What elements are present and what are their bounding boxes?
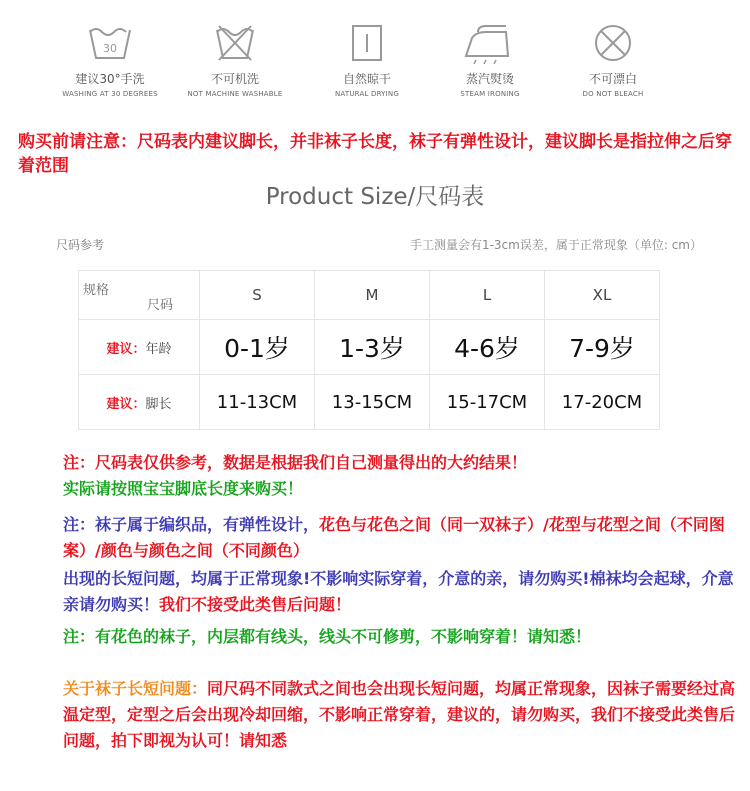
table-cell: 0-1岁 (200, 320, 315, 375)
care-item-no-bleach (548, 22, 678, 98)
table-cell: 1-3岁 (315, 320, 430, 375)
care-item-steam-iron (425, 22, 555, 98)
size-table (78, 270, 660, 430)
table-cell: 13-15CM (315, 375, 430, 430)
note-length-issue: 出现的长短问题，均属于正常现象!不影响实际穿着，介意的亲，请勿购买!棉袜均会起球，介意亲请勿购买！我们不接受此类售后问题！ (63, 569, 734, 614)
table-corner (79, 271, 200, 320)
care-label-en: WASHING AT 30 DEGREES (62, 90, 158, 98)
table-row-age (79, 320, 660, 375)
table-row-foot-length (79, 375, 660, 430)
row-label-age: 建议：年龄 (79, 320, 200, 375)
note-elastic: 注：袜子属于编织品，有弹性设计，花色与花色之间（同一双袜子）/花型与花型之间（不同图案）/颜色与颜色之间（不同颜色） (63, 515, 725, 560)
care-label-cn: 不可漂白 (588, 72, 637, 86)
care-label-en: NOT MACHINE WASHABLE (187, 90, 283, 98)
natural-dry-icon (343, 22, 391, 64)
note-threads: 注：有花色的袜子，内层都有线头，线头不可修剪，不影响穿着！请知悉！ (63, 627, 592, 646)
size-header-xl: XL (545, 271, 660, 320)
note-measure-foot: 实际请按照宝宝脚底长度来购买！ (63, 479, 304, 498)
table-cell: 11-13CM (200, 375, 315, 430)
table-header-row (79, 271, 660, 320)
care-label-cn: 蒸汽熨烫 (465, 72, 514, 86)
purchase-notice: 购买前请注意：尺码表内建议脚长，并非袜子长度，袜子有弹性设计，建议脚长是指拉伸之后穿着范围 (18, 132, 732, 176)
size-reference-label: 尺码参考 (56, 238, 105, 252)
wash-30-icon (86, 22, 134, 64)
care-label-cn: 建议30°手洗 (75, 72, 145, 86)
size-header-l: L (430, 271, 545, 320)
care-label-en: STEAM IRONING (460, 90, 520, 98)
care-item-wash (45, 22, 175, 98)
care-label-cn: 自然晾干 (342, 72, 391, 86)
note-reference: 注：尺码表仅供参考，数据是根据我们自己测量得出的大约结果！ (63, 453, 528, 472)
table-cell: 17-20CM (545, 375, 660, 430)
size-header-m: M (315, 271, 430, 320)
table-cell: 7-9岁 (545, 320, 660, 375)
page-title: Product Size/尺码表 (265, 184, 485, 210)
size-header-s: S (200, 271, 315, 320)
no-machine-wash-icon (211, 22, 259, 64)
care-label-en: DO NOT BLEACH (582, 90, 644, 98)
care-item-natural-dry (302, 22, 432, 98)
care-label-cn: 不可机洗 (210, 72, 259, 86)
row-label-foot: 建议：脚长 (79, 375, 200, 430)
wash-temp-label: 30 (103, 42, 117, 55)
care-label-en: NATURAL DRYING (335, 90, 399, 98)
table-cell: 4-6岁 (430, 320, 545, 375)
measurement-note: 手工测量会有1-3cm误差，属于正常现象（单位: cm） (409, 238, 702, 252)
corner-size-label: 尺码 (146, 298, 173, 313)
table-cell: 15-17CM (430, 375, 545, 430)
no-bleach-icon (589, 22, 637, 64)
care-instructions (0, 22, 750, 122)
steam-iron-icon (462, 22, 518, 64)
care-item-no-machine (170, 22, 300, 98)
corner-spec-label: 规格 (83, 283, 110, 298)
note-sock-length: 关于袜子长短问题：同尺码不同款式之间也会出现长短问题，均属正常现象，因袜子需要经过高温定型，定型之后会出现冷却回缩，不影响正常穿着，建议的，请勿购买，我们不接受此类售后问题，拍下即视为认可！请知悉 (63, 679, 736, 750)
